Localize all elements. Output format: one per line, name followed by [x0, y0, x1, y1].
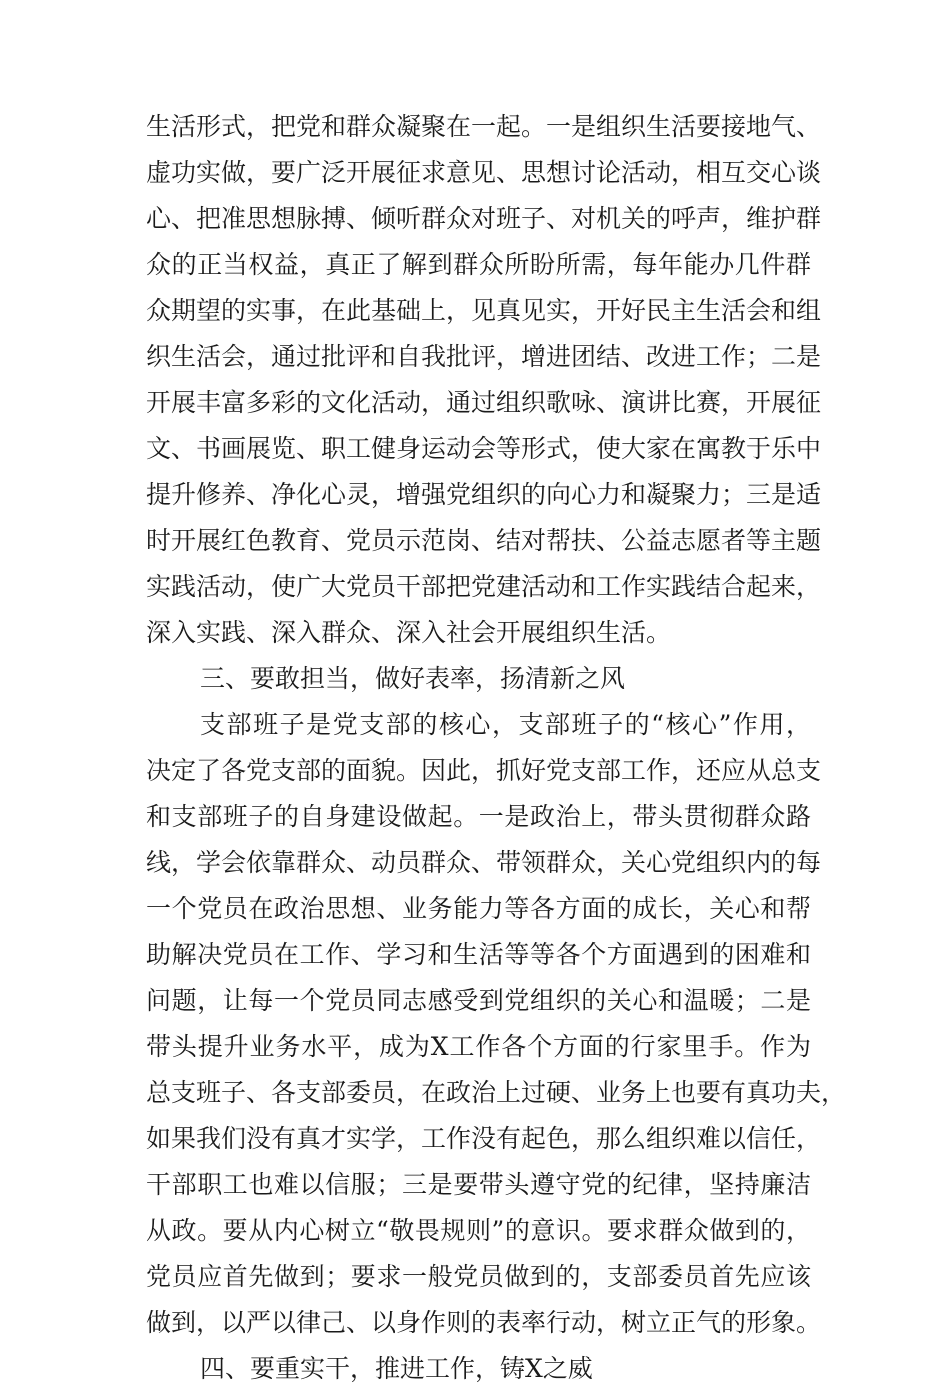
body-text-line: 总支班子、各支部委员，在政治上过硬、业务上也要有真功夫，: [146, 1078, 847, 1107]
body-text-line: 虚功实做，要广泛开展征求意见、思想讨论活动，相互交心谈: [146, 158, 822, 187]
paragraph-heading-line: 四、要重实干，推进工作，铸X之威: [200, 1354, 593, 1383]
body-text-line: 带头提升业务水平，成为X工作各个方面的行家里手。作为: [146, 1032, 811, 1061]
body-text-line: 助解决党员在工作、学习和生活等等各个方面遇到的困难和: [146, 940, 811, 969]
body-text-line: 从政。要从内心树立“敬畏规则”的意识。要求群众做到的，: [146, 1216, 811, 1245]
body-text-line: 提升修养、净化心灵，增强党组织的向心力和凝聚力；三是适: [146, 480, 822, 509]
paragraph-heading-line: 三、要敢担当，做好表率，扬清新之风: [200, 664, 626, 693]
body-text-line: 问题，让每一个党员同志感受到党组织的关心和温暖；二是: [146, 986, 811, 1015]
body-text-line: 文、书画展览、职工健身运动会等形式，使大家在寓教于乐中: [146, 434, 822, 463]
body-text-line: 党员应首先做到；要求一般党员做到的，支部委员首先应该: [146, 1262, 811, 1291]
paragraph-heading-line: 支部班子是党支部的核心，支部班子的“核心”作用，: [200, 710, 811, 739]
body-text-line: 如果我们没有真才实学，工作没有起色，那么组织难以信任，: [146, 1124, 822, 1153]
body-text-line: 一个党员在政治思想、业务能力等各方面的成长，关心和帮: [146, 894, 811, 923]
body-text-line: 众期望的实事，在此基础上，见真见实，开好民主生活会和组: [146, 296, 822, 325]
body-text-line: 织生活会，通过批评和自我批评，增进团结、改进工作；二是: [146, 342, 822, 371]
body-text-line: 干部职工也难以信服；三是要带头遵守党的纪律，坚持廉洁: [146, 1170, 811, 1199]
body-text-line: 众的正当权益，真正了解到群众所盼所需，每年能办几件群: [146, 250, 811, 279]
body-text-line: 线，学会依靠群众、动员群众、带领群众，关心党组织内的每: [146, 848, 822, 877]
body-text-line: 时开展红色教育、党员示范岗、结对帮扶、公益志愿者等主题: [146, 526, 822, 555]
document-body: [146, 104, 847, 1392]
body-text-line: 深入实践、深入群众、深入社会开展组织生活。: [146, 618, 672, 647]
body-text-line: 生活形式，把党和群众凝聚在一起。一是组织生活要接地气、: [146, 112, 822, 141]
body-text-line: 决定了各党支部的面貌。因此，抓好党支部工作，还应从总支: [146, 756, 822, 785]
body-text-line: 开展丰富多彩的文化活动，通过组织歌咏、演讲比赛，开展征: [146, 388, 822, 417]
body-text-line: 心、把准思想脉搏、倾听群众对班子、对机关的呼声，维护群: [146, 204, 822, 233]
body-text-line: 做到，以严以律己、以身作则的表率行动，树立正气的形象。: [146, 1308, 822, 1337]
body-text-line: 和支部班子的自身建设做起。一是政治上，带头贯彻群众路: [146, 802, 811, 831]
body-text-line: 实践活动，使广大党员干部把党建活动和工作实践结合起来，: [146, 572, 822, 601]
